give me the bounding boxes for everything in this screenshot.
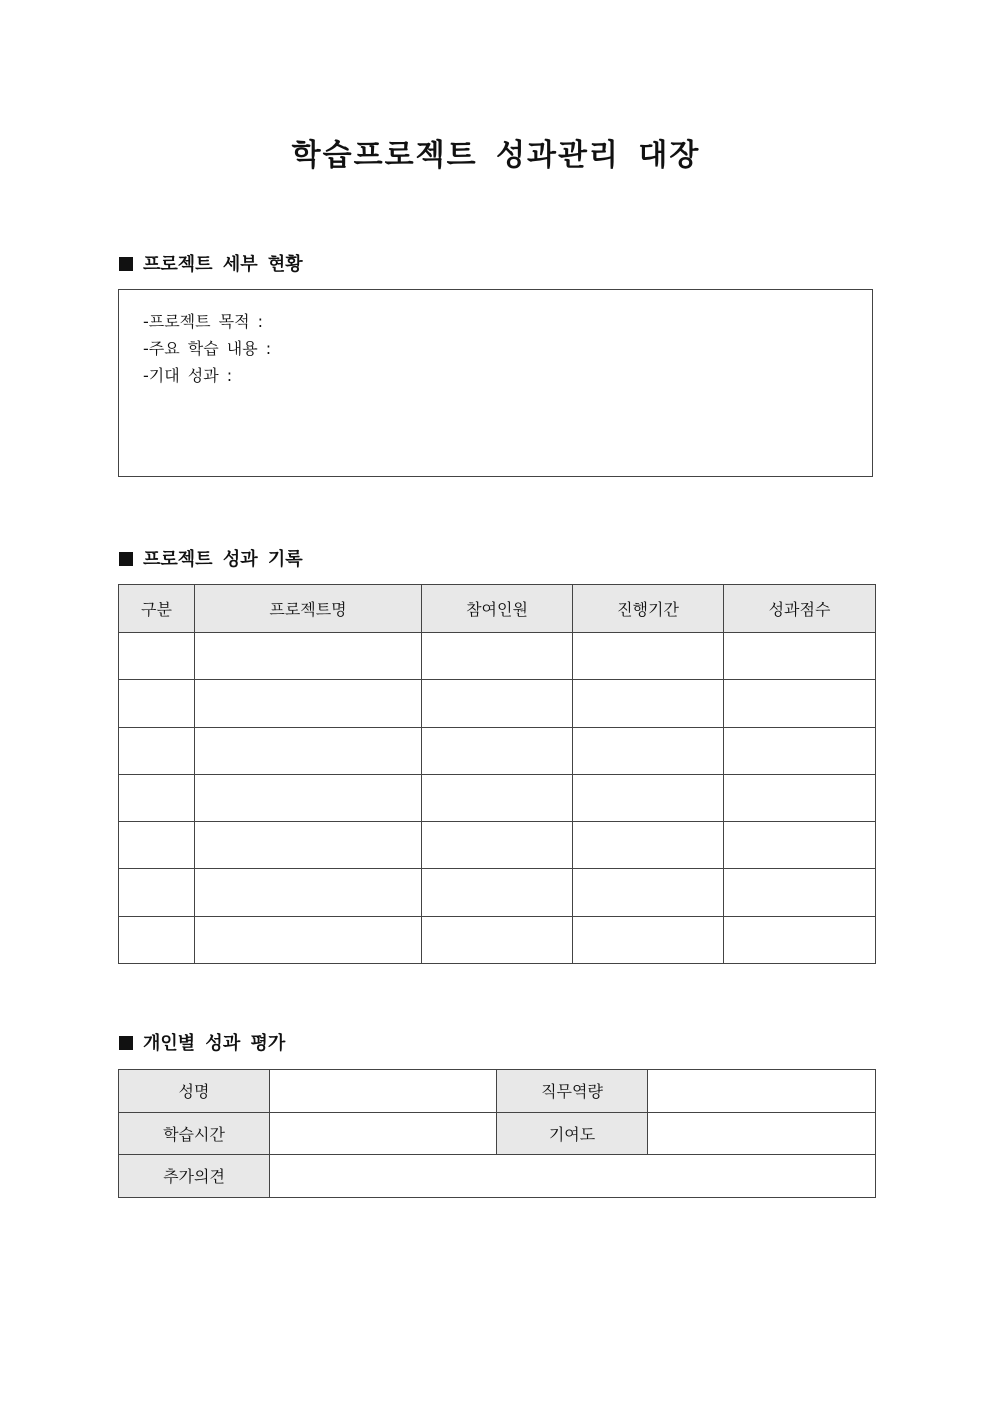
table-cell[interactable] <box>422 727 573 774</box>
table-header-row <box>119 585 876 633</box>
table-cell[interactable] <box>573 774 724 821</box>
table-cell[interactable] <box>119 774 195 821</box>
table-cell[interactable] <box>195 680 422 727</box>
table-cell[interactable] <box>195 727 422 774</box>
study-hours-label: 학습시간 <box>119 1112 270 1155</box>
table-cell[interactable] <box>724 916 876 963</box>
table-cell[interactable] <box>422 774 573 821</box>
table-cell[interactable] <box>119 680 195 727</box>
table-row <box>119 1070 876 1113</box>
square-bullet-icon <box>119 1036 133 1050</box>
table-cell[interactable] <box>573 727 724 774</box>
table-row <box>119 1112 876 1155</box>
table-cell[interactable] <box>195 633 422 680</box>
column-header-score: 성과점수 <box>724 585 876 633</box>
section-heading-label: 프로젝트 세부 현황 <box>143 254 303 275</box>
table-cell[interactable] <box>573 822 724 869</box>
table-cell[interactable] <box>119 869 195 916</box>
table-cell[interactable] <box>573 633 724 680</box>
table-cell[interactable] <box>119 727 195 774</box>
additional-opinion-label: 추가의견 <box>119 1155 270 1198</box>
table-cell[interactable] <box>724 680 876 727</box>
table-cell[interactable] <box>119 822 195 869</box>
column-header-project-name: 프로젝트명 <box>195 585 422 633</box>
square-bullet-icon <box>119 552 133 566</box>
project-records-table <box>118 584 876 964</box>
name-label: 성명 <box>119 1070 270 1113</box>
section-heading-records <box>119 547 303 573</box>
table-cell[interactable] <box>422 869 573 916</box>
column-header-category: 구분 <box>119 585 195 633</box>
column-header-participants: 참여인원 <box>422 585 573 633</box>
column-header-period: 진행기간 <box>573 585 724 633</box>
project-purpose-line: -프로젝트 목적 : <box>143 312 264 331</box>
table-cell[interactable] <box>119 633 195 680</box>
additional-opinion-field[interactable] <box>270 1155 876 1198</box>
table-row <box>119 1155 876 1198</box>
section-heading-label: 프로젝트 성과 기록 <box>143 549 303 570</box>
contribution-field[interactable] <box>648 1112 876 1155</box>
section-heading-label: 개인별 성과 평가 <box>143 1033 286 1054</box>
section-heading-evaluation <box>119 1031 285 1057</box>
table-row <box>119 727 876 774</box>
table-cell[interactable] <box>724 633 876 680</box>
individual-evaluation-table <box>118 1069 876 1198</box>
table-cell[interactable] <box>724 727 876 774</box>
table-row <box>119 869 876 916</box>
table-cell[interactable] <box>724 774 876 821</box>
table-row <box>119 774 876 821</box>
table-cell[interactable] <box>422 916 573 963</box>
table-cell[interactable] <box>195 869 422 916</box>
table-cell[interactable] <box>573 916 724 963</box>
project-details-box[interactable] <box>118 289 873 477</box>
competency-label: 직무역량 <box>497 1070 648 1113</box>
contribution-label: 기여도 <box>497 1112 648 1155</box>
table-cell[interactable] <box>195 774 422 821</box>
table-cell[interactable] <box>422 633 573 680</box>
table-row <box>119 633 876 680</box>
study-hours-field[interactable] <box>270 1112 497 1155</box>
page-title: 학습프로젝트 성과관리 대장 <box>291 138 701 173</box>
table-cell[interactable] <box>724 822 876 869</box>
expected-outcome-line: -기대 성과 : <box>143 366 233 385</box>
table-cell[interactable] <box>724 869 876 916</box>
competency-field[interactable] <box>648 1070 876 1113</box>
table-cell[interactable] <box>195 822 422 869</box>
main-learning-content-line: -주요 학습 내용 : <box>143 339 272 358</box>
table-row <box>119 680 876 727</box>
section-heading-details <box>119 252 303 278</box>
table-cell[interactable] <box>573 869 724 916</box>
table-row <box>119 822 876 869</box>
table-cell[interactable] <box>195 916 422 963</box>
name-field[interactable] <box>270 1070 497 1113</box>
table-cell[interactable] <box>573 680 724 727</box>
table-cell[interactable] <box>422 680 573 727</box>
table-row <box>119 916 876 963</box>
table-cell[interactable] <box>119 916 195 963</box>
table-cell[interactable] <box>422 822 573 869</box>
square-bullet-icon <box>119 257 133 271</box>
